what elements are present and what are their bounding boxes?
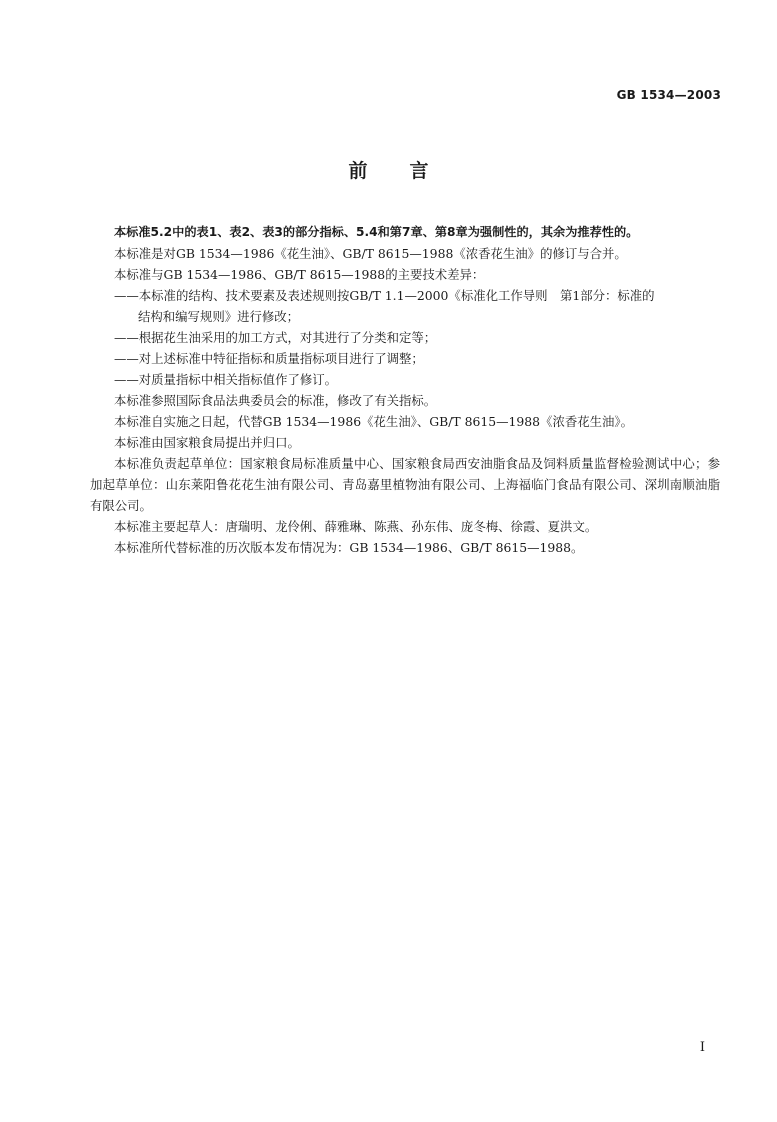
difference-item-1 [90,285,720,327]
page-title: 前言 [348,160,471,182]
standard-number: GB 1534—2003 [616,88,721,102]
difference-item-1-line-1: ——本标准的结构、技术要素及表述规则按GB/T 1.1—2000《标准化工作导则 第1部分：标准的 [114,288,655,303]
reference-paragraph: 本标准参照国际食品法典委员会的标准，修改了有关指标。 [114,393,437,408]
proposer-paragraph: 本标准由国家粮食局提出并归口。 [114,435,300,450]
difference-item-4 [90,369,720,390]
drafters-paragraph: 本标准主要起草人：唐瑞明、龙伶俐、薛雅琳、陈燕、孙东伟、庞冬梅、徐霞、夏洪文。 [114,519,598,534]
differences-intro-paragraph: 本标准与GB 1534—1986、GB/T 8615—1988的主要技术差异： [114,267,485,282]
history-paragraph: 本标准所代替标准的历次版本发布情况为：GB 1534—1986、GB/T 8615—1988。 [114,540,584,555]
mandatory-clause-paragraph: 本标准5.2中的表1、表2、表3的部分指标、5.4和第7章、第8章为强制性的，其余为推荐性的。 [114,225,639,239]
foreword-body [90,222,720,558]
difference-item-4-text: ——对质量指标中相关指标值作了修订。 [114,372,338,387]
replacement-paragraph: 本标准自实施之日起，代替GB 1534—1986《花生油》、GB/T 8615—1988《浓香花生油》。 [114,414,633,429]
difference-item-3-text: ——对上述标准中特征指标和质量指标项目进行了调整； [114,351,424,366]
difference-item-2 [90,327,720,348]
drafting-units-paragraph: 本标准负责起草单位：国家粮食局标准质量中心、国家粮食局西安油脂食品及饲料质量监督检验测试中心；参加起草单位：山东莱阳鲁花花生油有限公司、青岛嘉里植物油有限公司、上海福临门食品有限公司、深圳南顺油脂有限公司。 [90,456,720,513]
difference-item-1-line-2: 结构和编写规则》进行修改； [138,309,300,324]
difference-item-3 [90,348,720,369]
page-number: I [699,1040,705,1055]
revision-paragraph: 本标准是对GB 1534—1986《花生油》、GB/T 8615—1988《浓香花生油》的修订与合并。 [114,246,627,261]
difference-item-2-text: ——根据花生油采用的加工方式，对其进行了分类和定等； [114,330,437,345]
